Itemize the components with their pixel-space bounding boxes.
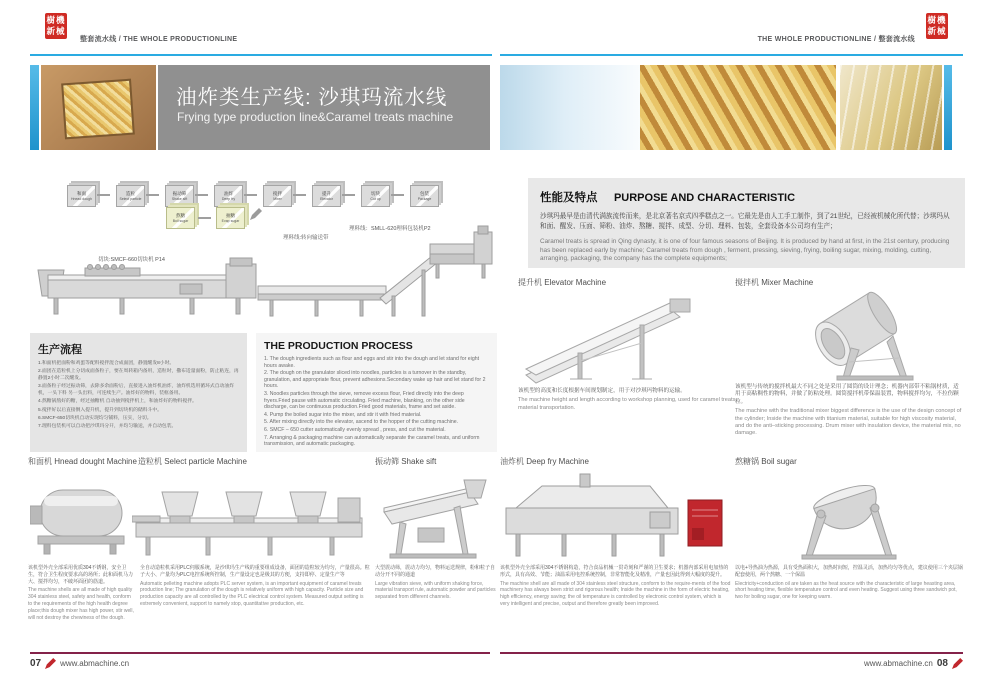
flow-connector — [244, 194, 257, 196]
flow-connector — [391, 194, 404, 196]
elevator-caption — [518, 388, 736, 412]
flow-connector — [293, 194, 306, 196]
flow-step-particle — [116, 185, 145, 207]
top-rule-left-page — [30, 54, 492, 56]
dough-caption-en: The machine shells are all made of high quality 304 stainless steel, safety and health, conform to the requirements of the high health degree place;this dough mixer has high power, stir well, will not destroy the chewiness of the dough. — [28, 587, 134, 621]
label-packer-model: 理料线：SMLL-620理料包装机P2 — [349, 226, 431, 232]
pen-icon — [45, 658, 56, 669]
flow-connector — [97, 194, 110, 196]
banner-title-en: Frying type production line&Caramel treats machine — [177, 110, 454, 124]
elevator-photo — [518, 291, 718, 384]
purpose-title-en: PURPOSE AND CHARACTERISTIC — [613, 192, 796, 204]
flow-step-en: Evap sugar — [221, 218, 240, 223]
sugar-caption-en: Electricity+conduction oil are taken as the heat source with the characteristic of large heasting area, short heating time, flexible temperature control and even heating. Suggest using three sandwich pot, two for boiling sugar, one for keeping warm. — [735, 580, 957, 601]
flow-step-package — [410, 185, 439, 207]
banner-title-cn: 油炸类生产线: 沙琪玛流水线 — [176, 86, 448, 109]
flow-step-cn: 油炸 — [224, 191, 233, 196]
flow-step-cn: 振动筛 — [172, 191, 187, 196]
flow-step-cn: 熬糖 — [176, 213, 185, 218]
packaged-product-photo — [840, 65, 942, 150]
production-process-cn-box — [30, 333, 247, 452]
process-cn-step: 1.和面机把面粉和鸡蛋等配料搅拌混合成面团，静置醒发8小时。 — [38, 361, 175, 366]
elevator-caption-cn: 该机型的高度和长度根据车间规划制定，用于对沙琪玛物料的运输。 — [518, 388, 686, 394]
particle-machine-title: 造粒机 Select particle Machine — [138, 457, 247, 466]
flow-step-cn: 切块 — [371, 191, 380, 196]
flow-step-elevator — [312, 185, 341, 207]
flow-step-en: Deep fry — [221, 196, 236, 201]
elevator-caption-en: The machine height and length according to workshop planning, used for caramel treats material transportation. — [518, 397, 736, 411]
banner-band-right — [500, 65, 963, 150]
brand-seal-left: 樹機新械 — [45, 13, 67, 39]
flow-step-dough — [67, 185, 96, 207]
process-en-step: 4. Pump the boiled sugar into the mixer, and stir it with fried material. — [264, 411, 422, 418]
production-process-en-box — [256, 333, 497, 452]
banner-blue-stripe-right — [944, 65, 952, 150]
process-cn-step: 7.理料包装机可以自动把沙琪玛分开，并均匀输送，并自动包装。 — [38, 424, 177, 430]
elevator-title: 提升机 Elevator Machine — [518, 278, 607, 287]
mixer-caption-cn: 该机型与传统的搅拌机最大不同之处是采用了圆筒的设计理念；机器内部带不粘锅材质，适用于高粘稠性的物料，并做了防粘处理。圆筒搅拌机带保温装置，物料搅拌均匀，不拉伤颗粒。 — [735, 384, 959, 405]
plastic-wrap-glare — [840, 65, 942, 150]
flow-step-en: Cut up — [370, 196, 381, 201]
fry-machine-title: 油炸机 Deep fry Machine — [500, 457, 589, 466]
page-number-left: 07 — [30, 658, 42, 669]
sift-caption-en: Large vibration sieve, with uniform shaking force, material transport rule, automatic powder and particles separated from different channels. — [375, 580, 496, 601]
flow-step-en: Package — [417, 196, 432, 201]
footer-left — [30, 658, 129, 669]
flow-step-fry — [214, 185, 243, 207]
flow-step-en: Mixer — [273, 196, 282, 201]
mixer-photo — [785, 286, 940, 384]
flow-step-cn: 包装 — [420, 191, 429, 196]
flow-step-cn: 造粒 — [126, 191, 135, 196]
process-cn-step: 2.面团在造粒机上分切成面条粒子，要在周转箱内备用，造粒时，撒布适量面粉，防止粘连，再静置2小时二次醒发。 — [38, 369, 239, 382]
flow-step-cn: 抽糖 — [226, 213, 235, 218]
particle-caption-cn: 全自动造粒机采用PLC伺服系统，是沙琪玛生产线的重要组成设备，面团的造粒较为均匀，产量很高。粒子大小、产量均为PLC电控系统所控制，生产量设定也是极其的方便，支持即停、定量生产等 — [140, 565, 370, 578]
process-cn-step: 3.面条粒子经过振动筛，去除多余面粉后，直接进入油炸机油炸，油炸机选用循环式自动油炸机，一头下料 另一头出料，可连续生产。油炸好的物料，装框备用。 — [38, 384, 234, 397]
header-tagline-right: THE WHOLE PRODUCTIONLINE / 整套流水线 — [757, 36, 915, 43]
top-rule-right-page — [500, 54, 963, 56]
flow-connector — [342, 194, 355, 196]
website-url-left[interactable]: www.abmachine.cn — [60, 659, 130, 668]
flow-connector — [146, 194, 159, 196]
process-en-step: 3. Noodles particles through the sieve, remove excess flour, Fried directly into the deep fryers.Fried pause with automatic circulating. Fried machine, blanking, on the other side discharge, can be continuous production.Fried good materials, frame and set aside. — [264, 390, 465, 411]
process-cn-step: 6.SMCF-650切块机自动实现均匀铺料，压实，分切。 — [38, 416, 152, 422]
fry-caption-en: The machine shell are all made of 304 stainless steel structure, conform to the require-ments of the food machinery has always been strict and rigorous health; Inside the machine in the form of electric heating, high efficiency, energy saving; the oil temperature is controlled by electronic control system, which is very intelligent and precise, output and therefore greatly been improved. — [500, 580, 731, 607]
mixer-caption-en: The machine with the traditional mixer biggest difference is the use of the design concept of the cylinder; Inside the machine with titanium material, suitable for high viscosity material, and do the anti–sticking processing. Drum mixer with insulation device, the material mix, no damage. — [735, 408, 962, 437]
dough-caption-cn: 该机型外壳全部采用优质304不锈钢，安全卫生，符合卫生程度要求高的场所；此和面机马力大、搅拌均匀，不破坏面团的筋道。 — [28, 565, 134, 585]
sugar-kettle-photo — [788, 470, 908, 560]
footer-right — [864, 658, 963, 669]
process-en-step: 5. After mixing directly into the elevator, ascend to the hopper of the cutting machine. — [264, 419, 459, 426]
fry-caption-cn: 该机型外壳全部采用304不锈钢构造，符合食品机械一贯苛刻和严谨的卫生要求；机器内部采用电加热的形式，具有高效、节能；油温采用电控系统控制，非常智能化及精准，产量也因此得到大幅度的提升。 — [500, 565, 729, 578]
flow-step-en: Elevator — [320, 196, 333, 201]
banner-blue-stripe-left — [30, 65, 39, 150]
particle-caption-en: Automatic pelleting machine adopts PLC server system, is an important equipment of caramel treats production line; The granulation of the dough is relatively uniform with high capacity. Particle size and production capacity are all controlled by the PLC electrical control system. Measured output setting is extremely convenient, support to namely stop, quantitative production, etc. — [140, 580, 364, 607]
process-en-title: THE PRODUCTION PROCESS — [264, 340, 413, 352]
sugar-caption-cn: 以电+导热油为热源，具有受热面积大，加热时间短，控温灵活，加热均匀等优点，建议使用三个夹层锅配套使用，两个熬糖、一个保温 — [735, 565, 963, 578]
dough-caption — [28, 565, 134, 621]
mixer-title: 搅拌机 Mixer Machine — [735, 278, 814, 287]
label-cutter-model: 切块:SMCF-660切块机 P14 — [98, 257, 165, 263]
sugar-caption — [735, 565, 964, 601]
bottom-rule-left-page — [30, 652, 490, 654]
sift-machine-photo — [372, 470, 497, 560]
flow-step-sift — [165, 185, 194, 207]
brand-seal-right: 樹機新械 — [926, 13, 948, 39]
flow-step-en: Hnead dough — [70, 196, 93, 201]
purpose-box — [528, 178, 965, 268]
process-en-step: 2. The dough on the granulator sliced into noodles, particles is a turnover in the standby, granulation, and appropriate flour, prevent adhesions.Secondary wake up hair and let stand for 2 hours. — [264, 370, 486, 390]
flow-step-en: Boil sugar — [172, 218, 189, 223]
header-tagline-left: 整套流水线 / THE WHOLE PRODUCTIONLINE — [80, 36, 238, 43]
sachima-photo — [41, 65, 156, 150]
production-line-illustration — [30, 218, 495, 328]
sachima-treat-block — [61, 79, 135, 140]
bottom-rule-right-page — [500, 652, 963, 654]
flow-step-en: Shake sift — [171, 196, 188, 201]
flow-step-cn: 搅拌 — [273, 191, 282, 196]
mixer-caption — [735, 384, 964, 438]
flow-step-mixer — [263, 185, 292, 207]
fried-strips-photo — [640, 65, 836, 150]
process-cn-step: 5.搅拌好以后直接倒入提升机，提升到切块机的储料斗中。 — [38, 407, 162, 413]
page-number-right: 08 — [936, 658, 948, 669]
dough-machine-title: 和面机 Hnead dought Machine — [28, 457, 137, 466]
dough-machine-photo — [30, 470, 130, 560]
particle-caption — [140, 565, 370, 608]
process-cn-step: 4.熬糖锅熬好的糖，经过抽糖机 自动抽到搅拌机上，和油炸好的物料搅拌。 — [38, 399, 197, 405]
label-turn-conveyor: 理料线:转向输送带 — [283, 235, 329, 241]
flow-step-en: Select particle — [119, 196, 142, 201]
title-banner — [158, 65, 490, 150]
particle-machine-photo — [132, 470, 372, 560]
pen-icon — [952, 658, 963, 669]
website-url-right[interactable]: www.abmachine.cn — [863, 659, 933, 668]
purpose-title-cn: 性能及特点 — [540, 192, 598, 204]
sift-machine-title: 振动筛 Shake sift — [375, 457, 437, 466]
fry-machine-photo — [500, 470, 732, 560]
flow-step-cut — [361, 185, 390, 207]
flow-step-cn: 和面 — [77, 191, 86, 196]
sift-caption-cn: 大型震动筛，震动力均匀，物料运送规律，粉和粒子自动分开不同的通道 — [375, 565, 496, 578]
purpose-body-en: Caramel treats is spread in Qing dynasty, it is one of four famous seasons of Beijing. It is produced by hand at first, in the 21st century, producing has been replaced early by machine; Caramel treats from dough , ferment, pressing, sieving, frying, boiling sugar, mixing, molding, cutting, arranging, packaging, the company has the complete equipments; — [540, 238, 950, 263]
process-en-step: 1. The dough ingredients such as flour and eggs and stir into the dough and let stand for eight hours awake. — [264, 356, 480, 369]
sift-caption — [375, 565, 497, 601]
process-en-step: 7. Arranging & packaging machine can automatically separate the caramel treats, and uniform transmission, and automatic packaging. — [264, 434, 480, 448]
flow-connector — [195, 194, 208, 196]
process-en-step: 6. SMCF – 650 cutter automatically evenly spread , press, and cut the material. — [264, 426, 446, 433]
fry-caption — [500, 565, 731, 608]
sugar-machine-title: 熬糖锅 Boil sugar — [735, 457, 797, 466]
purpose-body-cn: 沙琪玛最早是由清代满族流传而来，是北京著名京式四季糕点之一。它最先是由人工手工制作，到了21世纪，已经被机械化所代替；沙琪玛从和面、醒发、压面、筛粉、油炸、熬糖、搅拌、成型、分切、理料、包装，全套设备本公司均有生产； — [540, 213, 950, 230]
flow-step-cn: 提升 — [322, 191, 331, 196]
process-cn-title: 生产流程 — [38, 344, 82, 356]
